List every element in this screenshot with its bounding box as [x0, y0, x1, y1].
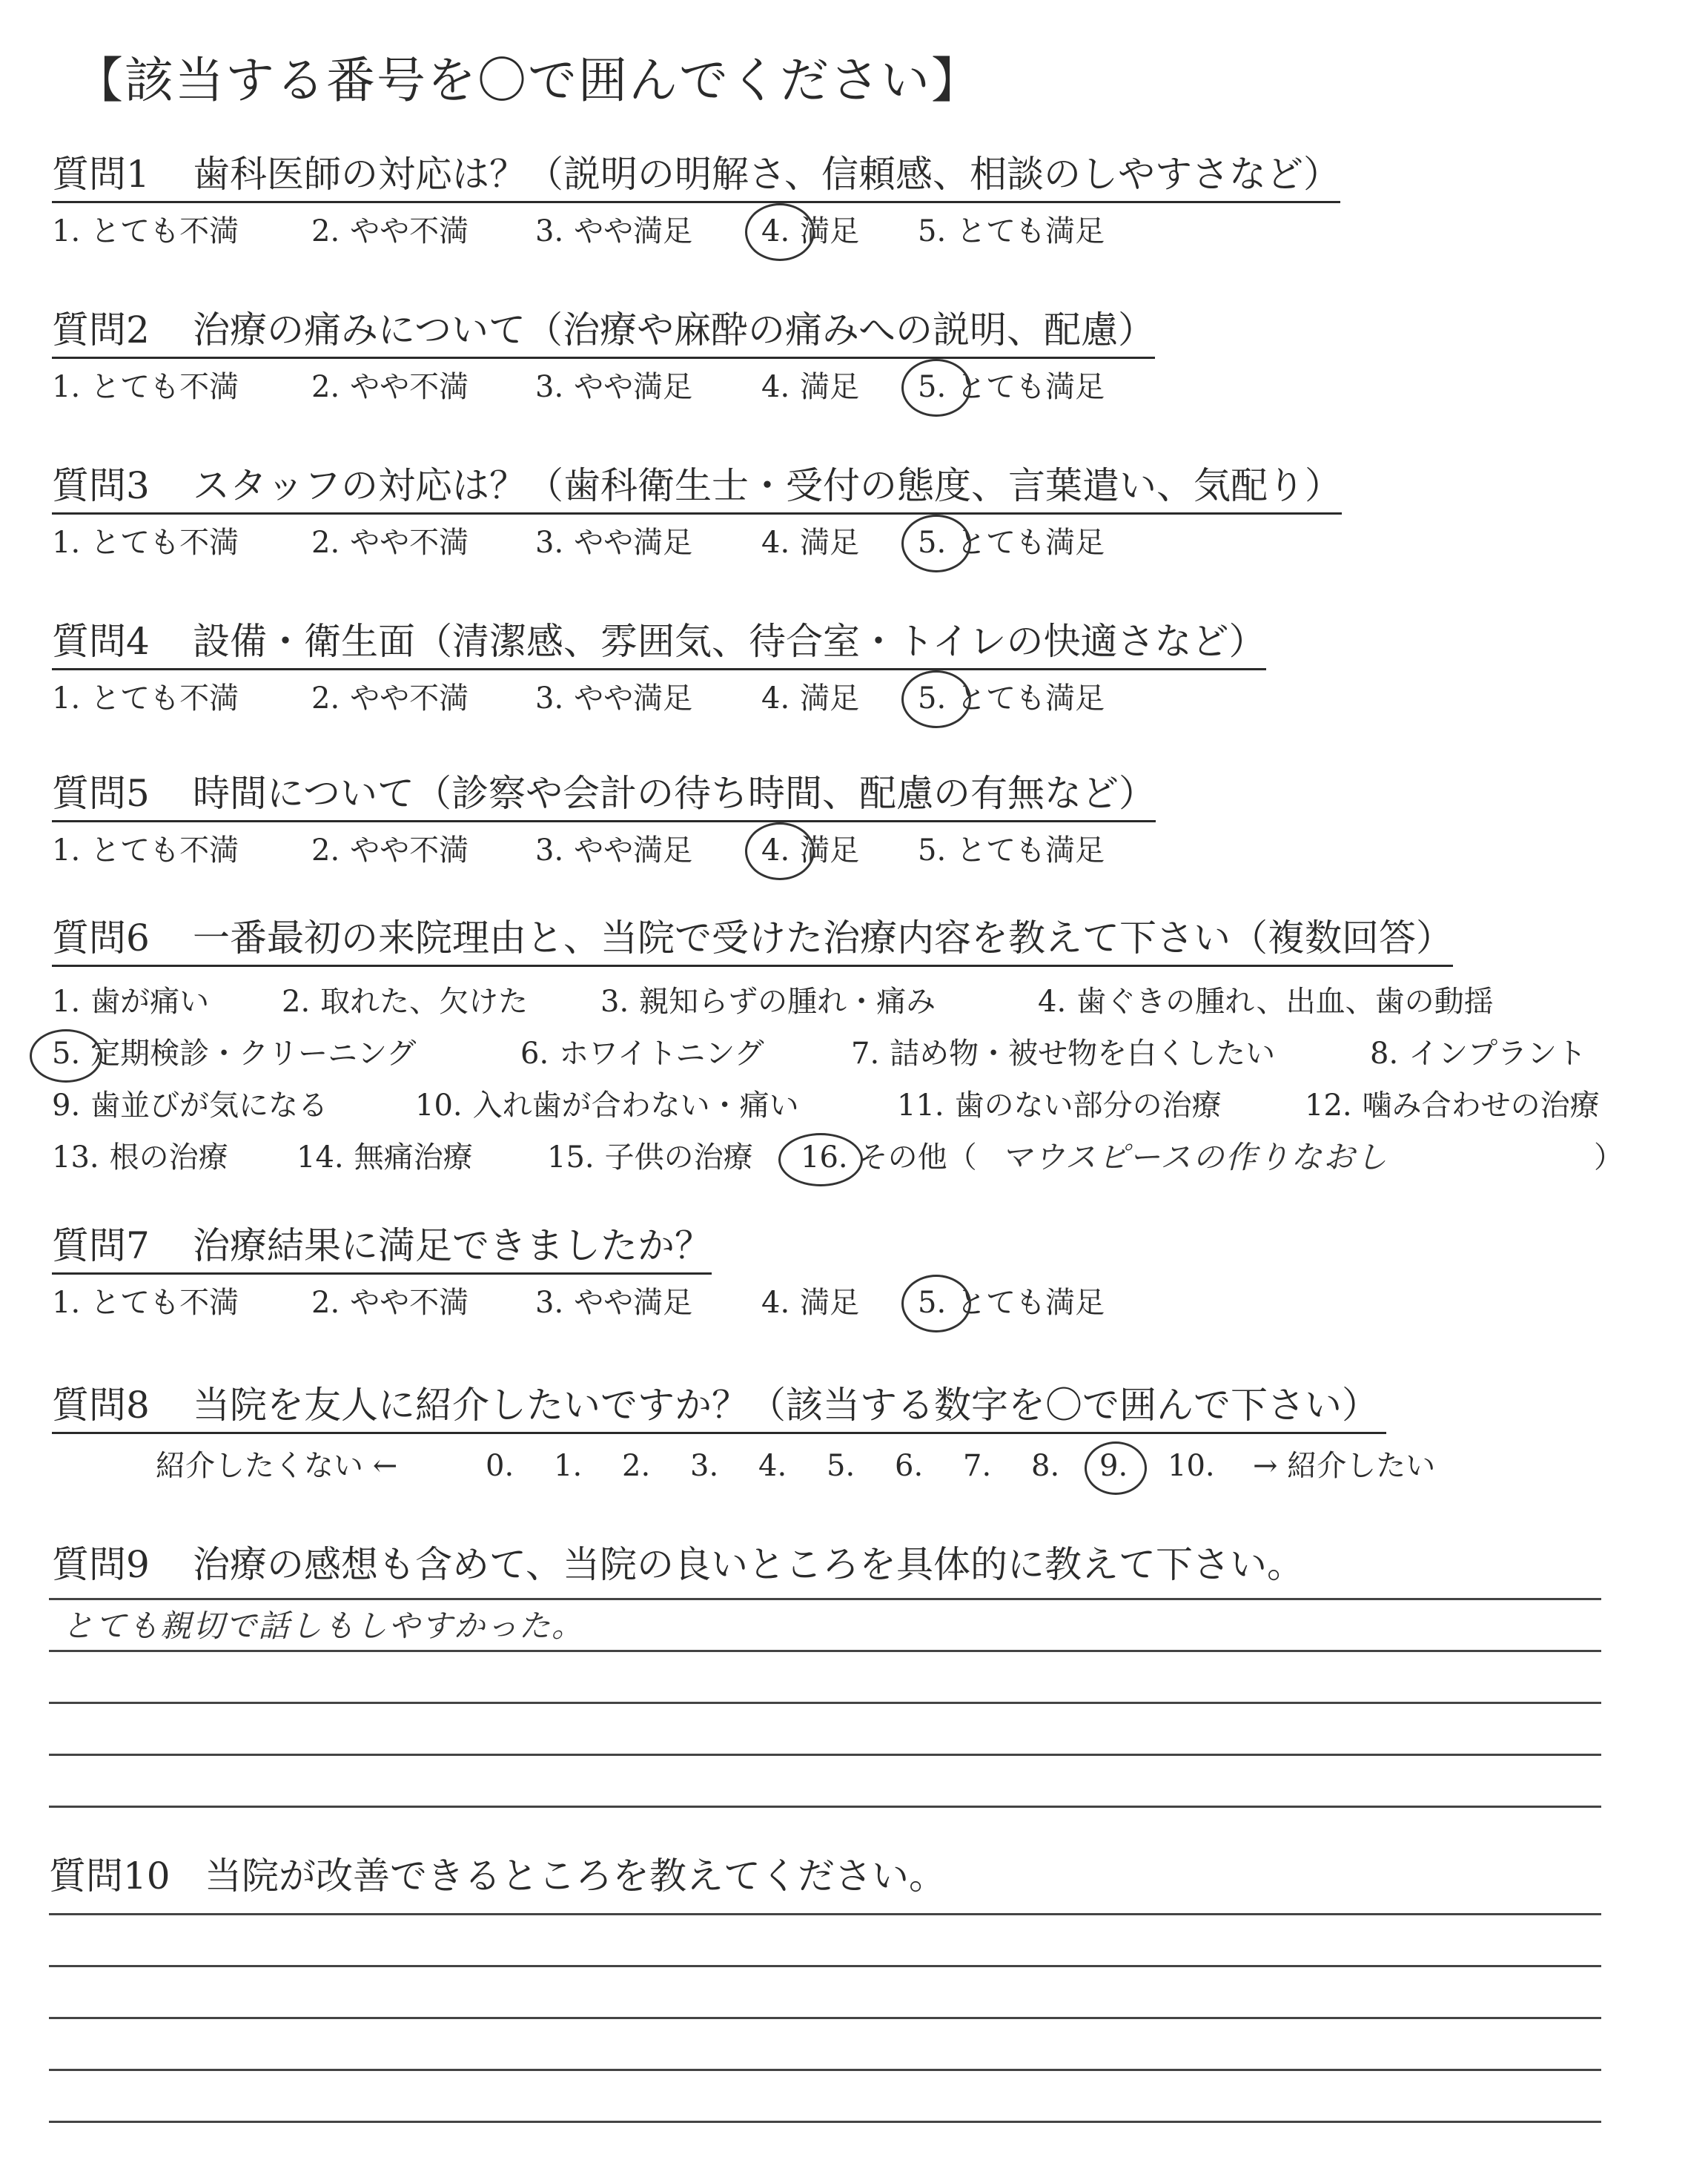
- treatment-option-8[interactable]: [1370, 1028, 1586, 1080]
- option-label: 歯のない部分の治療: [954, 1089, 1222, 1123]
- answer-line: [49, 1702, 1601, 1704]
- answer-option-1[interactable]: [52, 363, 239, 411]
- option-number: 5.: [918, 526, 947, 560]
- option-label: 満足: [800, 1286, 860, 1320]
- treatment-option-9[interactable]: [52, 1080, 328, 1132]
- treatment-option-12[interactable]: [1305, 1080, 1600, 1132]
- option-number: 4.: [761, 526, 790, 560]
- question-header: [52, 145, 1340, 203]
- answer-line: [49, 1598, 1601, 1600]
- question-header: [52, 300, 1155, 359]
- option-number: 5.: [918, 833, 947, 868]
- option-number: 3.: [600, 985, 629, 1019]
- option-label: とても不満: [90, 214, 239, 248]
- option-label: とても不満: [90, 1286, 239, 1320]
- options-row: [52, 1028, 1623, 1080]
- question-4: [52, 612, 1623, 722]
- answer-option-3[interactable]: [535, 675, 692, 722]
- question-text: 当院を友人に紹介したいですか？（該当する数字を〇で囲んで下さい）: [193, 1384, 1379, 1427]
- option-label: やや満足: [574, 833, 693, 868]
- option-label: やや不満: [350, 214, 469, 248]
- option-label: やや満足: [574, 370, 693, 404]
- option-number: 5.: [52, 1037, 81, 1071]
- option-number: 1.: [52, 985, 81, 1019]
- answer-line: [49, 2121, 1601, 2123]
- question-7: [52, 1216, 1623, 1327]
- answer-option-2[interactable]: [311, 827, 469, 874]
- answer-option-2[interactable]: [311, 675, 469, 722]
- answer-option-5[interactable]: [918, 675, 1105, 722]
- option-label: 詰め物・被せ物を白くしたい: [890, 1037, 1276, 1071]
- option-number: 4.: [761, 1286, 790, 1320]
- question-10: [49, 1846, 946, 1900]
- option-number: 14.: [297, 1140, 344, 1175]
- option-label: やや不満: [350, 370, 469, 404]
- scale-option-10[interactable]: 10.: [1168, 1449, 1215, 1483]
- scale-option-7[interactable]: 7.: [963, 1449, 992, 1483]
- answer-option-3[interactable]: [535, 1279, 692, 1327]
- question-2: [52, 300, 1623, 411]
- question-label: 質問5: [52, 772, 150, 815]
- option-label: インプラント: [1409, 1037, 1587, 1071]
- treatment-option-15[interactable]: [547, 1132, 753, 1183]
- option-label: やや不満: [350, 681, 469, 716]
- answer-option-2[interactable]: [311, 519, 469, 567]
- option-number: 2.: [311, 833, 340, 868]
- question-header: [52, 612, 1266, 670]
- option-label: 定期検診・クリーニング: [90, 1037, 417, 1071]
- answer-options: [52, 827, 1623, 874]
- handwritten-answer: とても親切で話しもしやすかった。: [62, 1608, 585, 1644]
- options-row: [52, 1132, 1623, 1183]
- option-label: 満足: [800, 833, 860, 868]
- question-text: スタッフの対応は？（歯科衛生士・受付の態度、言葉遣い、気配り）: [193, 464, 1342, 507]
- question-label: 質問1: [52, 153, 150, 196]
- answer-line: [49, 1965, 1601, 1967]
- answer-option-4[interactable]: [761, 827, 859, 874]
- option-number: 4.: [761, 833, 790, 868]
- option-number: 3.: [535, 214, 564, 248]
- option-number: 1.: [52, 833, 81, 868]
- question-text: 一番最初の来院理由と、当院で受けた治療内容を教えて下さい（複数回答）: [193, 916, 1453, 960]
- answer-option-5[interactable]: [918, 208, 1105, 255]
- treatment-option-13[interactable]: [52, 1132, 228, 1183]
- option-label: とても満足: [956, 833, 1105, 868]
- treatment-option-1[interactable]: [52, 976, 209, 1028]
- treatment-option-14[interactable]: [297, 1132, 473, 1183]
- scale-option-8[interactable]: 8.: [1031, 1449, 1060, 1483]
- question-label: 質問9: [52, 1543, 150, 1586]
- treatment-option-11[interactable]: [897, 1080, 1222, 1132]
- question-header: [52, 764, 1156, 822]
- option-label: とても満足: [956, 681, 1105, 716]
- option-number: 5.: [918, 1286, 947, 1320]
- scale-left-label: 紹介したくない ←: [156, 1449, 398, 1483]
- options-row: [52, 1080, 1623, 1132]
- option-number: 16.: [801, 1140, 848, 1175]
- treatment-option-4[interactable]: [1038, 976, 1494, 1028]
- option-number: 1.: [52, 526, 81, 560]
- scale-option-5[interactable]: 5.: [827, 1449, 855, 1483]
- option-number: 15.: [547, 1140, 595, 1175]
- option-label: ホワイトニング: [559, 1037, 764, 1071]
- scale-option-2[interactable]: 2.: [622, 1449, 651, 1483]
- treatment-option-7[interactable]: [851, 1028, 1275, 1080]
- question-text: 当院が改善できるところを教えてください。: [205, 1855, 946, 1898]
- option-number: 1.: [52, 370, 81, 404]
- option-number: 2.: [311, 370, 340, 404]
- answer-options: [52, 675, 1623, 722]
- option-label: 満足: [800, 214, 860, 248]
- answer-option-2[interactable]: [311, 363, 469, 411]
- question-5: [52, 764, 1623, 874]
- other-handwritten: マウスピースの作りなおし: [1001, 1139, 1388, 1175]
- option-number: 5.: [918, 370, 947, 404]
- option-number: 4.: [761, 214, 790, 248]
- scale-option-0[interactable]: 0.: [486, 1449, 514, 1483]
- scale-option-6[interactable]: 6.: [895, 1449, 924, 1483]
- question-label: 質問4: [52, 620, 150, 663]
- question-9: [52, 1535, 1623, 1588]
- answer-option-5[interactable]: [918, 363, 1105, 411]
- option-number: 3.: [535, 526, 564, 560]
- treatment-option-2[interactable]: [282, 976, 528, 1028]
- option-number: 8.: [1370, 1037, 1399, 1071]
- option-label: やや満足: [574, 214, 693, 248]
- answer-option-4[interactable]: [761, 363, 859, 411]
- option-number: 4.: [761, 370, 790, 404]
- option-number: 9.: [52, 1089, 81, 1123]
- option-number: 4.: [1038, 985, 1067, 1019]
- question-1: [52, 145, 1623, 255]
- question-label: 質問8: [52, 1384, 150, 1427]
- scale-right-label: → 紹介したい: [1253, 1449, 1436, 1483]
- options-row: [52, 976, 1623, 1028]
- answer-line: [49, 2069, 1601, 2071]
- answer-line: [49, 1913, 1601, 1915]
- option-label: 歯が痛い: [90, 985, 210, 1019]
- question-label: 質問7: [52, 1224, 150, 1267]
- option-label: やや満足: [574, 1286, 693, 1320]
- option-label: 無痛治療: [354, 1140, 473, 1175]
- answer-option-3[interactable]: [535, 208, 692, 255]
- answer-option-4[interactable]: [761, 675, 859, 722]
- treatment-option-3[interactable]: [600, 976, 936, 1028]
- option-number: 7.: [851, 1037, 880, 1071]
- treatment-option-10[interactable]: [415, 1080, 799, 1132]
- question-text: 時間について（診察や会計の待ち時間、配慮の有無など）: [193, 772, 1156, 815]
- answer-option-2[interactable]: [311, 1279, 469, 1327]
- question-label: 質問6: [52, 916, 150, 960]
- question-header: [52, 1375, 1386, 1434]
- question-text: 治療の感想も含めて、当院の良いところを具体的に教えて下さい。: [193, 1543, 1304, 1586]
- treatment-option-6[interactable]: [520, 1028, 764, 1080]
- option-number: 2.: [311, 681, 340, 716]
- answer-option-1[interactable]: [52, 519, 239, 567]
- option-number: 11.: [897, 1089, 944, 1123]
- option-label: とても不満: [90, 370, 239, 404]
- option-number: 6.: [520, 1037, 549, 1071]
- option-number: 3.: [535, 681, 564, 716]
- option-label: 取れた、欠けた: [320, 985, 529, 1019]
- option-number: 4.: [761, 681, 790, 716]
- option-number: 1.: [52, 1286, 81, 1320]
- scale-option-9[interactable]: 9.: [1099, 1449, 1128, 1483]
- answer-option-4[interactable]: [761, 208, 859, 255]
- answer-option-1[interactable]: [52, 1279, 239, 1327]
- option-label: とても満足: [956, 214, 1105, 248]
- answer-options: [52, 363, 1623, 411]
- answer-line: [49, 1806, 1601, 1808]
- option-label: やや不満: [350, 1286, 469, 1320]
- answer-option-5[interactable]: [918, 827, 1105, 874]
- option-label: とても満足: [956, 370, 1105, 404]
- option-label: とても不満: [90, 681, 239, 716]
- option-number: 3.: [535, 1286, 564, 1320]
- option-label: とても不満: [90, 833, 239, 868]
- option-number: 5.: [918, 681, 947, 716]
- answer-option-2[interactable]: [311, 208, 469, 255]
- option-number: 3.: [535, 370, 564, 404]
- option-number: 2.: [282, 985, 311, 1019]
- option-label: とても不満: [90, 526, 239, 560]
- question-label: 質問10: [49, 1855, 171, 1898]
- answer-line: [49, 2017, 1601, 2019]
- question-text: 治療の痛みについて（治療や麻酔の痛みへの説明、配慮）: [193, 308, 1155, 351]
- option-number: 12.: [1305, 1089, 1352, 1123]
- answer-option-1[interactable]: [52, 675, 239, 722]
- option-number: 2.: [311, 526, 340, 560]
- answer-option-3[interactable]: [535, 827, 692, 874]
- option-number: 1.: [52, 214, 81, 248]
- answer-option-1[interactable]: [52, 827, 239, 874]
- answer-line: [49, 1754, 1601, 1756]
- option-label: やや満足: [574, 681, 693, 716]
- answer-option-3[interactable]: [535, 363, 692, 411]
- answer-option-4[interactable]: [761, 1279, 859, 1327]
- treatment-option-5[interactable]: [52, 1028, 416, 1080]
- question-label: 質問2: [52, 308, 150, 351]
- question-6: [52, 908, 1623, 1183]
- option-label: 噛み合わせの治療: [1362, 1089, 1600, 1123]
- option-number: 1.: [52, 681, 81, 716]
- option-number: 5.: [918, 214, 947, 248]
- other-close-paren: ）: [1594, 1140, 1623, 1175]
- question-header: [52, 1535, 1623, 1588]
- answer-option-4[interactable]: [761, 519, 859, 567]
- option-label: やや不満: [350, 526, 469, 560]
- question-label: 質問3: [52, 464, 150, 507]
- page-title: 【該当する番号を〇で囲んでください】: [74, 52, 982, 109]
- scale-option-4[interactable]: 4.: [758, 1449, 787, 1483]
- answer-options: [52, 1279, 1623, 1327]
- option-label: 親知らずの腫れ・痛み: [639, 985, 936, 1019]
- question-header: [52, 908, 1453, 967]
- option-label: その他（: [858, 1140, 977, 1175]
- answer-options: [52, 519, 1623, 567]
- question-header: [52, 1216, 712, 1275]
- answer-option-3[interactable]: [535, 519, 692, 567]
- question-3: [52, 456, 1623, 567]
- option-label: 歯並びが気になる: [90, 1089, 328, 1123]
- option-number: 3.: [535, 833, 564, 868]
- answer-line: [49, 1650, 1601, 1652]
- question-8: [52, 1375, 1623, 1492]
- answer-option-5[interactable]: [918, 519, 1105, 567]
- treatment-option-16[interactable]: [801, 1132, 977, 1183]
- option-number: 13.: [52, 1140, 99, 1175]
- question-text: 治療結果に満足できましたか？: [193, 1224, 712, 1267]
- option-label: やや満足: [574, 526, 693, 560]
- option-number: 2.: [311, 214, 340, 248]
- scale-option-3[interactable]: 3.: [690, 1449, 719, 1483]
- option-label: 入れ歯が合わない・痛い: [472, 1089, 799, 1123]
- option-label: とても満足: [956, 1286, 1105, 1320]
- answer-option-1[interactable]: [52, 208, 239, 255]
- option-number: 2.: [311, 1286, 340, 1320]
- option-label: 子供の治療: [604, 1140, 753, 1175]
- option-label: 満足: [800, 370, 860, 404]
- question-text: 設備・衛生面（清潔感、雰囲気、待合室・トイレの快適さなど）: [193, 620, 1266, 663]
- question-header: [52, 456, 1342, 515]
- scale-option-1[interactable]: 1.: [554, 1449, 583, 1483]
- option-label: 根の治療: [109, 1140, 228, 1175]
- question-text: 歯科医師の対応は？（説明の明解さ、信頼感、相談のしやすさなど）: [193, 153, 1340, 196]
- option-label: 歯ぐきの腫れ、出血、歯の動揺: [1076, 985, 1494, 1019]
- recommend-scale: [52, 1440, 1623, 1492]
- answer-option-5[interactable]: [918, 1279, 1105, 1327]
- option-label: 満足: [800, 681, 860, 716]
- option-label: やや不満: [350, 833, 469, 868]
- option-number: 10.: [415, 1089, 463, 1123]
- option-label: とても満足: [956, 526, 1105, 560]
- option-label: 満足: [800, 526, 860, 560]
- answer-options: [52, 208, 1623, 255]
